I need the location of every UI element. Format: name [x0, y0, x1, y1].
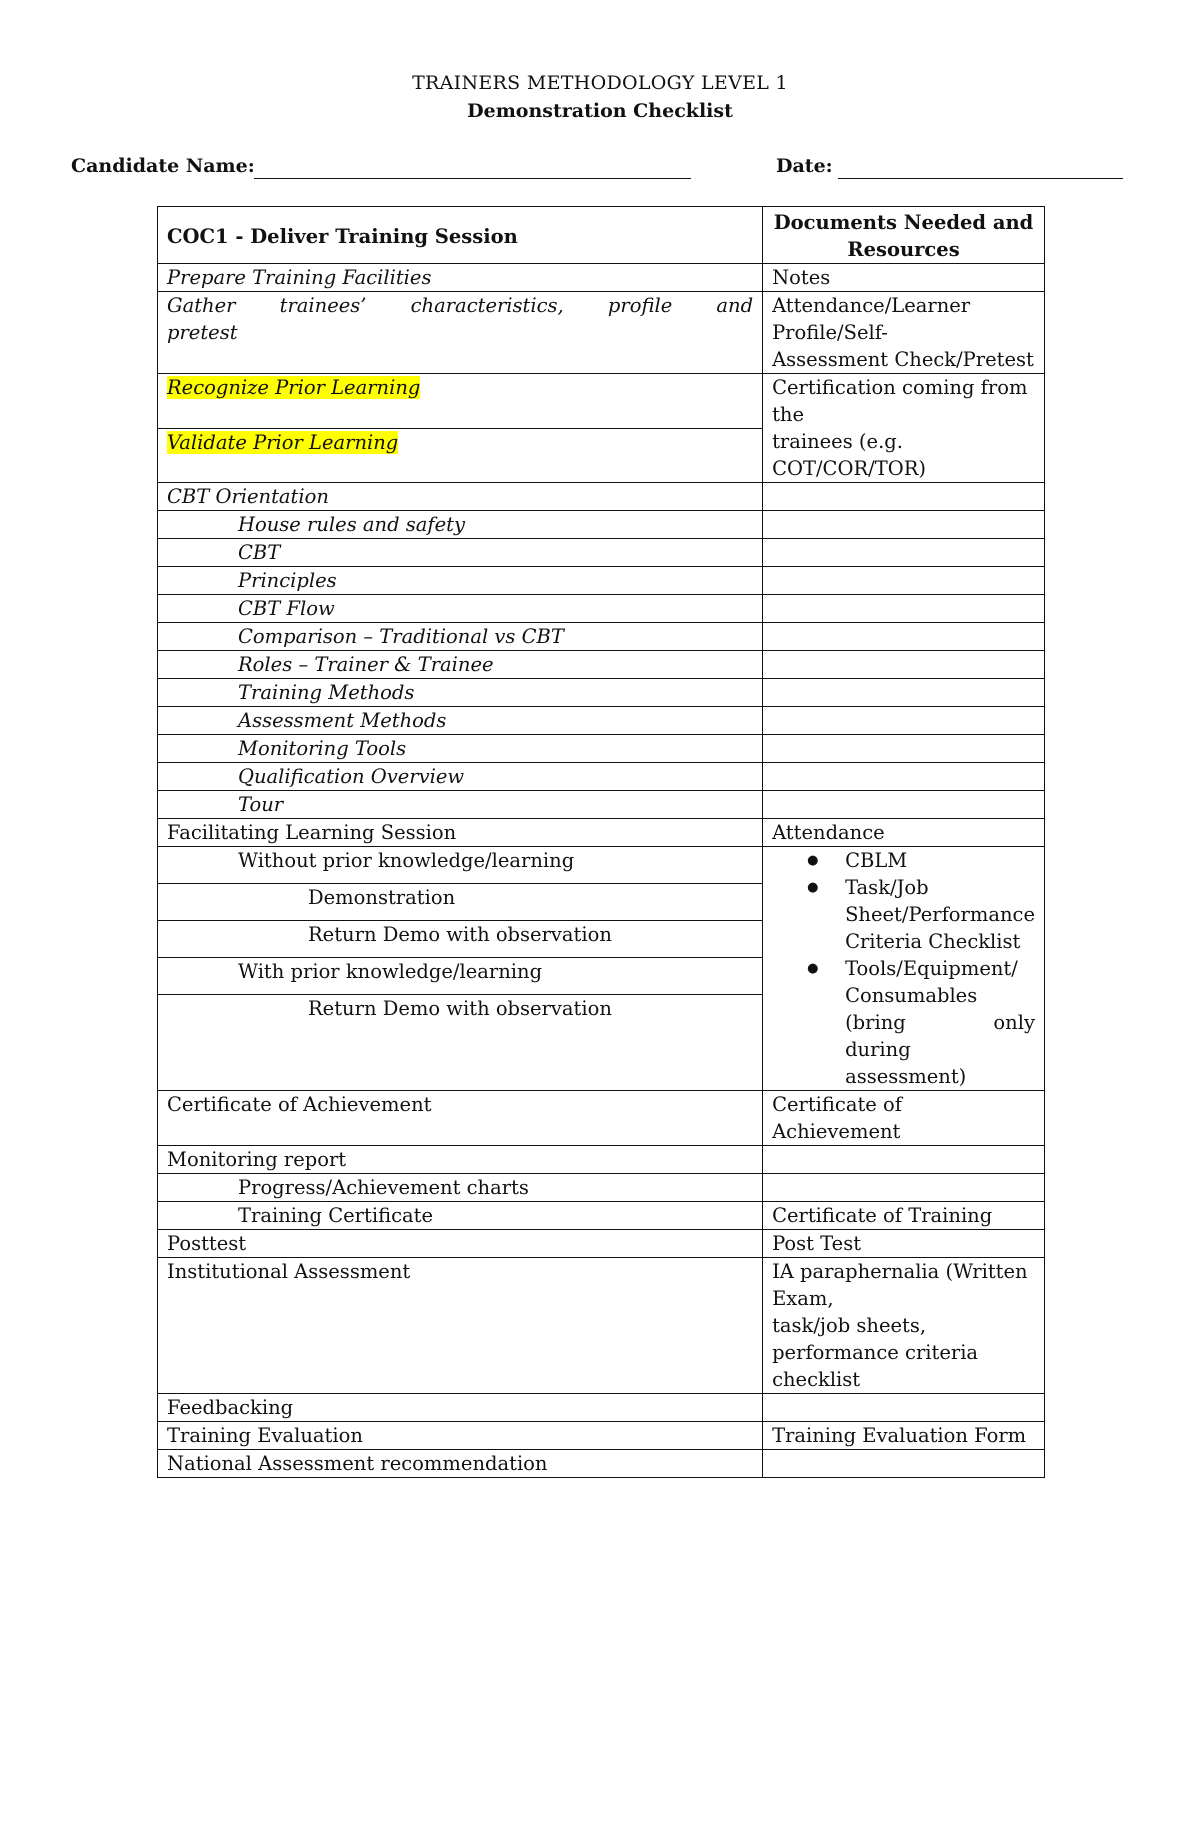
cbt-item: CBT Flow — [158, 595, 763, 623]
table-row — [158, 735, 1045, 763]
ia-resource-line1: IA paraphernalia (Written Exam, — [772, 1260, 1028, 1310]
cbt-item: Tour — [158, 791, 763, 819]
table-row — [158, 679, 1045, 707]
row-gather-resource-line2: Assessment Check/Pretest — [772, 348, 1034, 371]
row-ia-resource — [763, 1258, 1045, 1394]
row-coa-resource: Certificate of Achievement — [763, 1091, 1045, 1146]
row-return-demo: Return Demo with observation — [158, 994, 763, 1090]
table-row — [158, 1202, 1045, 1230]
cbt-item: Comparison – Traditional vs CBT — [158, 623, 763, 651]
date-line[interactable] — [838, 178, 1123, 179]
ia-resource-line2: task/job sheets, performance criteria — [772, 1314, 979, 1364]
highlighted-text: Validate Prior Learning — [167, 430, 399, 454]
empty-resource-cell — [763, 1146, 1045, 1174]
table-row — [158, 567, 1045, 595]
cbt-item: Qualification Overview — [158, 763, 763, 791]
row-cbt-orientation: CBT Orientation — [158, 483, 763, 511]
learning-session-resources — [763, 847, 1045, 1091]
candidate-name-line[interactable] — [254, 178, 691, 179]
table-row — [158, 1146, 1045, 1174]
table-row — [158, 264, 1045, 292]
row-posttest: Posttest — [158, 1230, 763, 1258]
document-subtitle: Demonstration Checklist — [467, 100, 733, 122]
table-header-right: Documents Needed and Resources — [763, 207, 1045, 264]
table-row — [158, 483, 1045, 511]
empty-resource-cell — [763, 735, 1045, 763]
highlighted-text: Recognize Prior Learning — [167, 376, 421, 399]
row-recognize-prior-learning — [158, 374, 763, 429]
cbt-item: Assessment Methods — [158, 707, 763, 735]
table-row — [158, 374, 1045, 429]
empty-resource-cell — [763, 1394, 1045, 1422]
row-facilitating-resource: Attendance — [763, 819, 1045, 847]
table-row — [158, 651, 1045, 679]
resource-bullet-list — [772, 847, 1035, 1090]
row-feedbacking: Feedbacking — [158, 1394, 763, 1422]
table-row — [158, 595, 1045, 623]
table-row — [158, 539, 1045, 567]
row-gather-trainees-resource — [763, 292, 1045, 374]
row-progress-charts: Progress/Achievement charts — [158, 1174, 763, 1202]
resource-task-job-line2: Criteria Checklist — [845, 930, 1021, 953]
empty-resource-cell — [763, 623, 1045, 651]
table-row — [158, 1174, 1045, 1202]
empty-resource-cell — [763, 539, 1045, 567]
table-row — [158, 819, 1045, 847]
row-gather-trainees — [158, 292, 763, 374]
empty-resource-cell — [763, 1174, 1045, 1202]
table-header-left: COC1 - Deliver Training Session — [158, 207, 763, 264]
table-row — [158, 1422, 1045, 1450]
row-certificate-of-achievement: Certificate of Achievement — [158, 1091, 763, 1146]
row-gather-trainees-line2: pretest — [167, 321, 238, 344]
row-demonstration: Demonstration — [158, 883, 763, 920]
cbt-item: Principles — [158, 567, 763, 595]
row-national-assessment: National Assessment recommendation — [158, 1450, 763, 1478]
ia-resource-line3: checklist — [772, 1368, 861, 1391]
empty-resource-cell — [763, 1450, 1045, 1478]
list-item — [845, 955, 1035, 1090]
row-training-certificate-resource: Certificate of Training — [763, 1202, 1045, 1230]
table-row — [158, 1394, 1045, 1422]
checklist-table — [157, 206, 1045, 1478]
table-row — [158, 1091, 1045, 1146]
resource-task-job-line1: ● Task/Job Sheet/Performance — [845, 876, 1035, 926]
resource-tools-line2: Consumables (bring only — [845, 984, 1035, 1034]
resource-tools-line1: ● Tools/Equipment/ — [845, 957, 1018, 980]
row-institutional-assessment: Institutional Assessment — [158, 1258, 763, 1394]
table-row — [158, 847, 1045, 884]
table-row — [158, 1258, 1045, 1394]
row-prior-learning-resource — [763, 374, 1045, 483]
row-without-prior-knowledge: Without prior knowledge/learning — [158, 847, 763, 884]
row-prepare-facilities-resource: Notes — [763, 264, 1045, 292]
prior-learning-resource-line1: Certification coming from the — [772, 376, 1028, 426]
cbt-item: Training Methods — [158, 679, 763, 707]
empty-resource-cell — [763, 483, 1045, 511]
prior-learning-resource-line2: trainees (e.g. COT/COR/TOR) — [772, 430, 926, 480]
row-facilitating-learning-session: Facilitating Learning Session — [158, 819, 763, 847]
row-gather-resource-line1: Attendance/Learner Profile/Self- — [772, 294, 971, 344]
row-monitoring-report: Monitoring report — [158, 1146, 763, 1174]
empty-resource-cell — [763, 707, 1045, 735]
row-posttest-resource: Post Test — [763, 1230, 1045, 1258]
empty-resource-cell — [763, 763, 1045, 791]
row-return-demo: Return Demo with observation — [158, 920, 763, 957]
empty-resource-cell — [763, 679, 1045, 707]
row-prepare-facilities: Prepare Training Facilities — [158, 264, 763, 292]
cbt-item: Roles – Trainer & Trainee — [158, 651, 763, 679]
row-training-certificate: Training Certificate — [158, 1202, 763, 1230]
list-item — [845, 874, 1035, 955]
cbt-item: CBT — [158, 539, 763, 567]
cbt-item: Monitoring Tools — [158, 735, 763, 763]
table-row — [158, 292, 1045, 374]
resource-cblm: CBLM — [845, 849, 908, 872]
cbt-item: House rules and safety — [158, 511, 763, 539]
empty-resource-cell — [763, 567, 1045, 595]
table-row — [158, 791, 1045, 819]
resource-tools-line3: during assessment) — [845, 1038, 967, 1088]
table-row — [158, 763, 1045, 791]
table-row — [158, 1450, 1045, 1478]
empty-resource-cell — [763, 595, 1045, 623]
candidate-name-label: Candidate Name: — [71, 155, 255, 177]
empty-resource-cell — [763, 791, 1045, 819]
table-row — [158, 707, 1045, 735]
row-gather-trainees-line1: Gather trainees’ characteristics, profile and — [167, 294, 754, 317]
row-validate-prior-learning — [158, 428, 763, 483]
date-label: Date: — [776, 155, 833, 177]
table-row — [158, 623, 1045, 651]
empty-resource-cell — [763, 651, 1045, 679]
row-with-prior-knowledge: With prior knowledge/learning — [158, 957, 763, 994]
empty-resource-cell — [763, 511, 1045, 539]
table-row — [158, 1230, 1045, 1258]
table-row — [158, 511, 1045, 539]
table-header-row — [158, 207, 1045, 264]
row-training-evaluation-resource: Training Evaluation Form — [763, 1422, 1045, 1450]
row-training-evaluation: Training Evaluation — [158, 1422, 763, 1450]
document-title: TRAINERS METHODOLOGY LEVEL 1 — [412, 72, 788, 94]
list-item — [845, 847, 1035, 874]
